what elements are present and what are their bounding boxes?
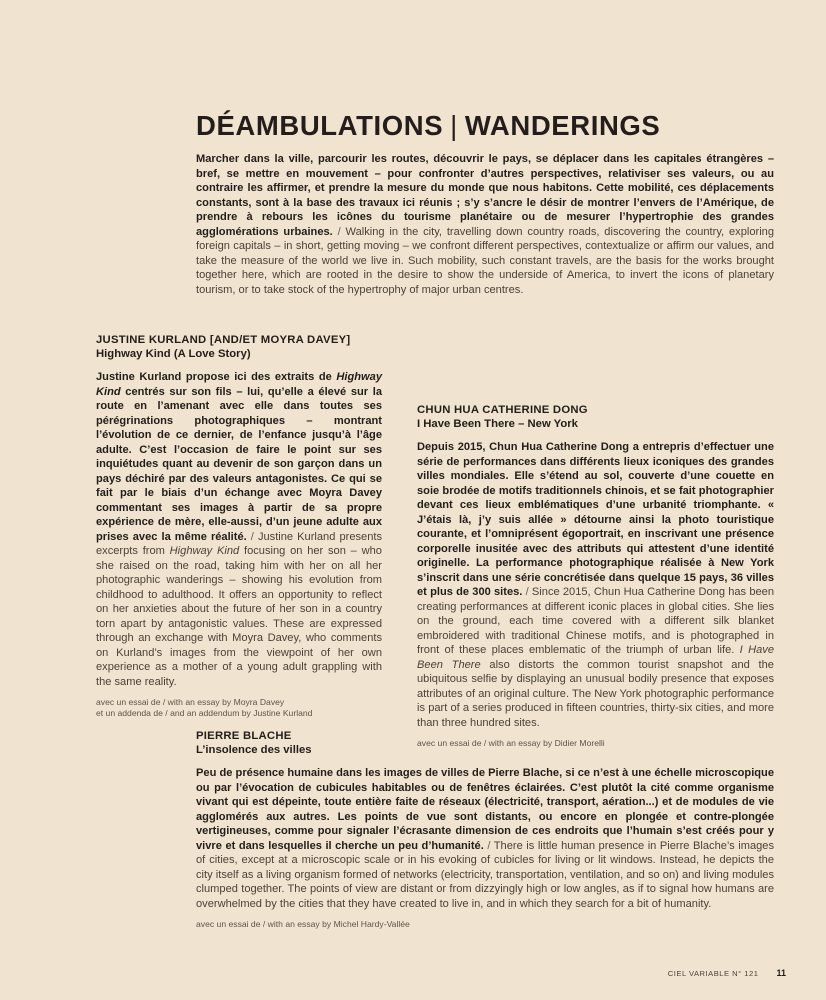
footer-page-number: 11 [776, 968, 786, 978]
entry-body [196, 766, 774, 911]
artist-name: PIERRE BLACHE [196, 730, 292, 742]
entry-chun-hua-catherine-dong [417, 403, 774, 749]
entry-credit [96, 697, 382, 720]
credit-line: avec un essai de / with an essay by Moyra Davey [96, 697, 285, 707]
body-english-italic: Highway Kind [169, 545, 240, 557]
intro-paragraph [196, 152, 774, 297]
entry-body [96, 370, 382, 689]
body-french-pre: Peu de présence humaine dans les images de villes de Pierre Blache, si ce n’est à une échelle microscopique ou par l’évocation de cubicules habitables ou de fenêtres éclairées. C’est plutôt la cité comme organisme vivant qui est dépeinte, toute entière faite de réseaux (électricité, transport, aération...) et de modules de vie agglomérés aux autres. Les points de vue sont distants, ou encore en plongée et contre-plongée vertigineuses, comme pour signaler l’écrasante dimension de ces endroits que l’humain s’est créés pour y vivre et dans lesquelles il cherche un peu d’humanité. [196, 767, 774, 852]
body-separator: / [483, 839, 494, 852]
body-french-post: centrés sur son fils – lui, qu’elle a élevé sur la route en l’amenant avec elle dans toutes ses pérégrinations photographiques – montrant l’évolution de ce dernier, de l’enfance jusqu’à l’âge adulte. C’est l’occasion de faire le point sur ses inquiétudes quant au devenir de son garçon dans un pays déchiré par des valeurs antagonistes. Ce qui se fait par le biais d’un échange avec Moyra Davey commentant ses images à partir de sa propre expérience de mère, elle-aussi, d’un jeune adulte aux prises avec la même réalité. [96, 385, 382, 543]
work-title: L’insolence des villes [196, 744, 312, 756]
work-title: I Have Been There – New York [417, 418, 578, 430]
page-footer [0, 966, 826, 980]
title-left: DÉAMBULATIONS [196, 110, 444, 141]
body-separator: / [522, 586, 532, 598]
intro-english: Walking in the city, travelling down country roads, discovering the country, exploring foreign capitals – in short, getting moving – we confront different perspectives, contextualize or affirm our values, and take the measure of the world we live in. Such mobility, such constant travels, are the basis for the works brought together here, which are rooted in the desire to show the underside of America, to invert the icons of planetary tourism, or to take stock of the hypertrophy of major urban centres. [196, 225, 774, 296]
body-english-post: focusing on her son – who she raised on the road, taking him with her on all her photographic wanderings – showing his evolution from childhood to adulthood. It offers an opportunity to reflect on her anxieties about the future of her son in a country torn apart by antagonistic values. These are expressed through an exchange with Moyra Davey, who comments on Kurland’s images from the viewpoint of her own experience as a mother of a young adult grappling with the same reality. [96, 545, 382, 688]
body-english-pre: There is little human presence in Pierre Blache’s images of cities, except at a microscopic scale or in his evoking of cubicles for living or lit windows. Instead, he depicts the city itself as a living organism formed of networks (electricity, transportation, ventilation, and so on) and living modules clumped together. The points of view are distant or from dizzyingly high or low angles, as if to signal how humans are overwhelmed by the cities that they have created to live in, and in which they search for a bit of humanity. [196, 839, 775, 910]
entry-body [417, 440, 774, 730]
intro-french: Marcher dans la ville, parcourir les routes, découvrir le pays, se déplacer dans les capitales étrangères – bref, se mettre en mouvement – pour confronter d’autres perspectives, relativiser ses valeurs, ou au contraire les affirmer, et prendre la mesure du monde que nous habitons. Cette mobilité, ces déplacements constants, sont à la base des travaux ici réunis ; s’y s’ancre le désir de montrer l’envers de l’Amérique, de prendre à rebours les icônes du tourisme planétaire ou de mesurer l’hypertrophie des grandes agglomérations urbaines. [196, 153, 774, 238]
credit-line: avec un essai de / with an essay by Michel Hardy-Vallée [196, 919, 410, 929]
credit-line: et un addenda de / and an addendum by Justine Kurland [96, 708, 313, 719]
title-right: WANDERINGS [464, 110, 661, 141]
artist-name: CHUN HUA CATHERINE DONG [417, 404, 588, 416]
body-english-post: also distorts the common tourist snapshot and the ubiquitous selfie by displaying an unusual bodily presence that exposes attributes of an original culture. The New York photographic performance is part of a series produced in fifteen countries, thirty-six cities, and more than three hundred sites. [417, 658, 774, 729]
entry-pierre-blache [196, 729, 774, 930]
artist-name: JUSTINE KURLAND [AND/ET MOYRA DAVEY] [96, 334, 351, 346]
body-french-pre: Depuis 2015, Chun Hua Catherine Dong a entrepris d’effectuer une série de performances dans différents lieux iconiques des grandes villes mondiales. Elle s’étend au sol, couverte d’une couette en soie brodée de motifs traditionnels chinois, et se fait photographier devant ces lieux emblématiques d’une urbanité triomphante. « J’étais là, j’y suis allée » détourne ainsi la photo touristique courante, et l’omniprésent égoportrait, en inscrivant une présence corporelle inusitée avec des attributs qui attestent d’une identité originelle. La performance photographique réalisée à New York s’inscrit dans une série concrétisée dans quelque 15 pays, 36 villes et plus de 300 sites. [417, 441, 774, 598]
entry-justine-kurland [96, 333, 382, 720]
body-english-italic: I Have Been There [417, 644, 774, 671]
title-divider: | [450, 110, 458, 141]
body-english-pre: Since 2015, Chun Hua Catherine Dong has been creating performances at different iconic places in global cities. She lies on the ground, each time covered with a different silk blanket embroidered with traditional Chinese motifs, and is photographed in front of these places emblematic of the triumph of urban life. [417, 586, 775, 656]
main-title [196, 112, 786, 141]
body-french-pre: Justine Kurland propose ici des extraits de [96, 371, 337, 383]
entry-credit [196, 919, 774, 930]
intro-separator: / [332, 225, 346, 238]
body-english-pre: Justine Kurland presents excerpts from [96, 530, 383, 557]
credit-line: avec un essai de / with an essay by Didier Morelli [417, 738, 605, 748]
body-separator: / [246, 530, 258, 543]
page-title [196, 112, 786, 141]
body-french-italic: Highway Kind [96, 371, 382, 398]
footer-journal-name: CIEL VARIABLE N° 121 [667, 968, 759, 978]
work-title: Highway Kind (A Love Story) [96, 348, 251, 360]
